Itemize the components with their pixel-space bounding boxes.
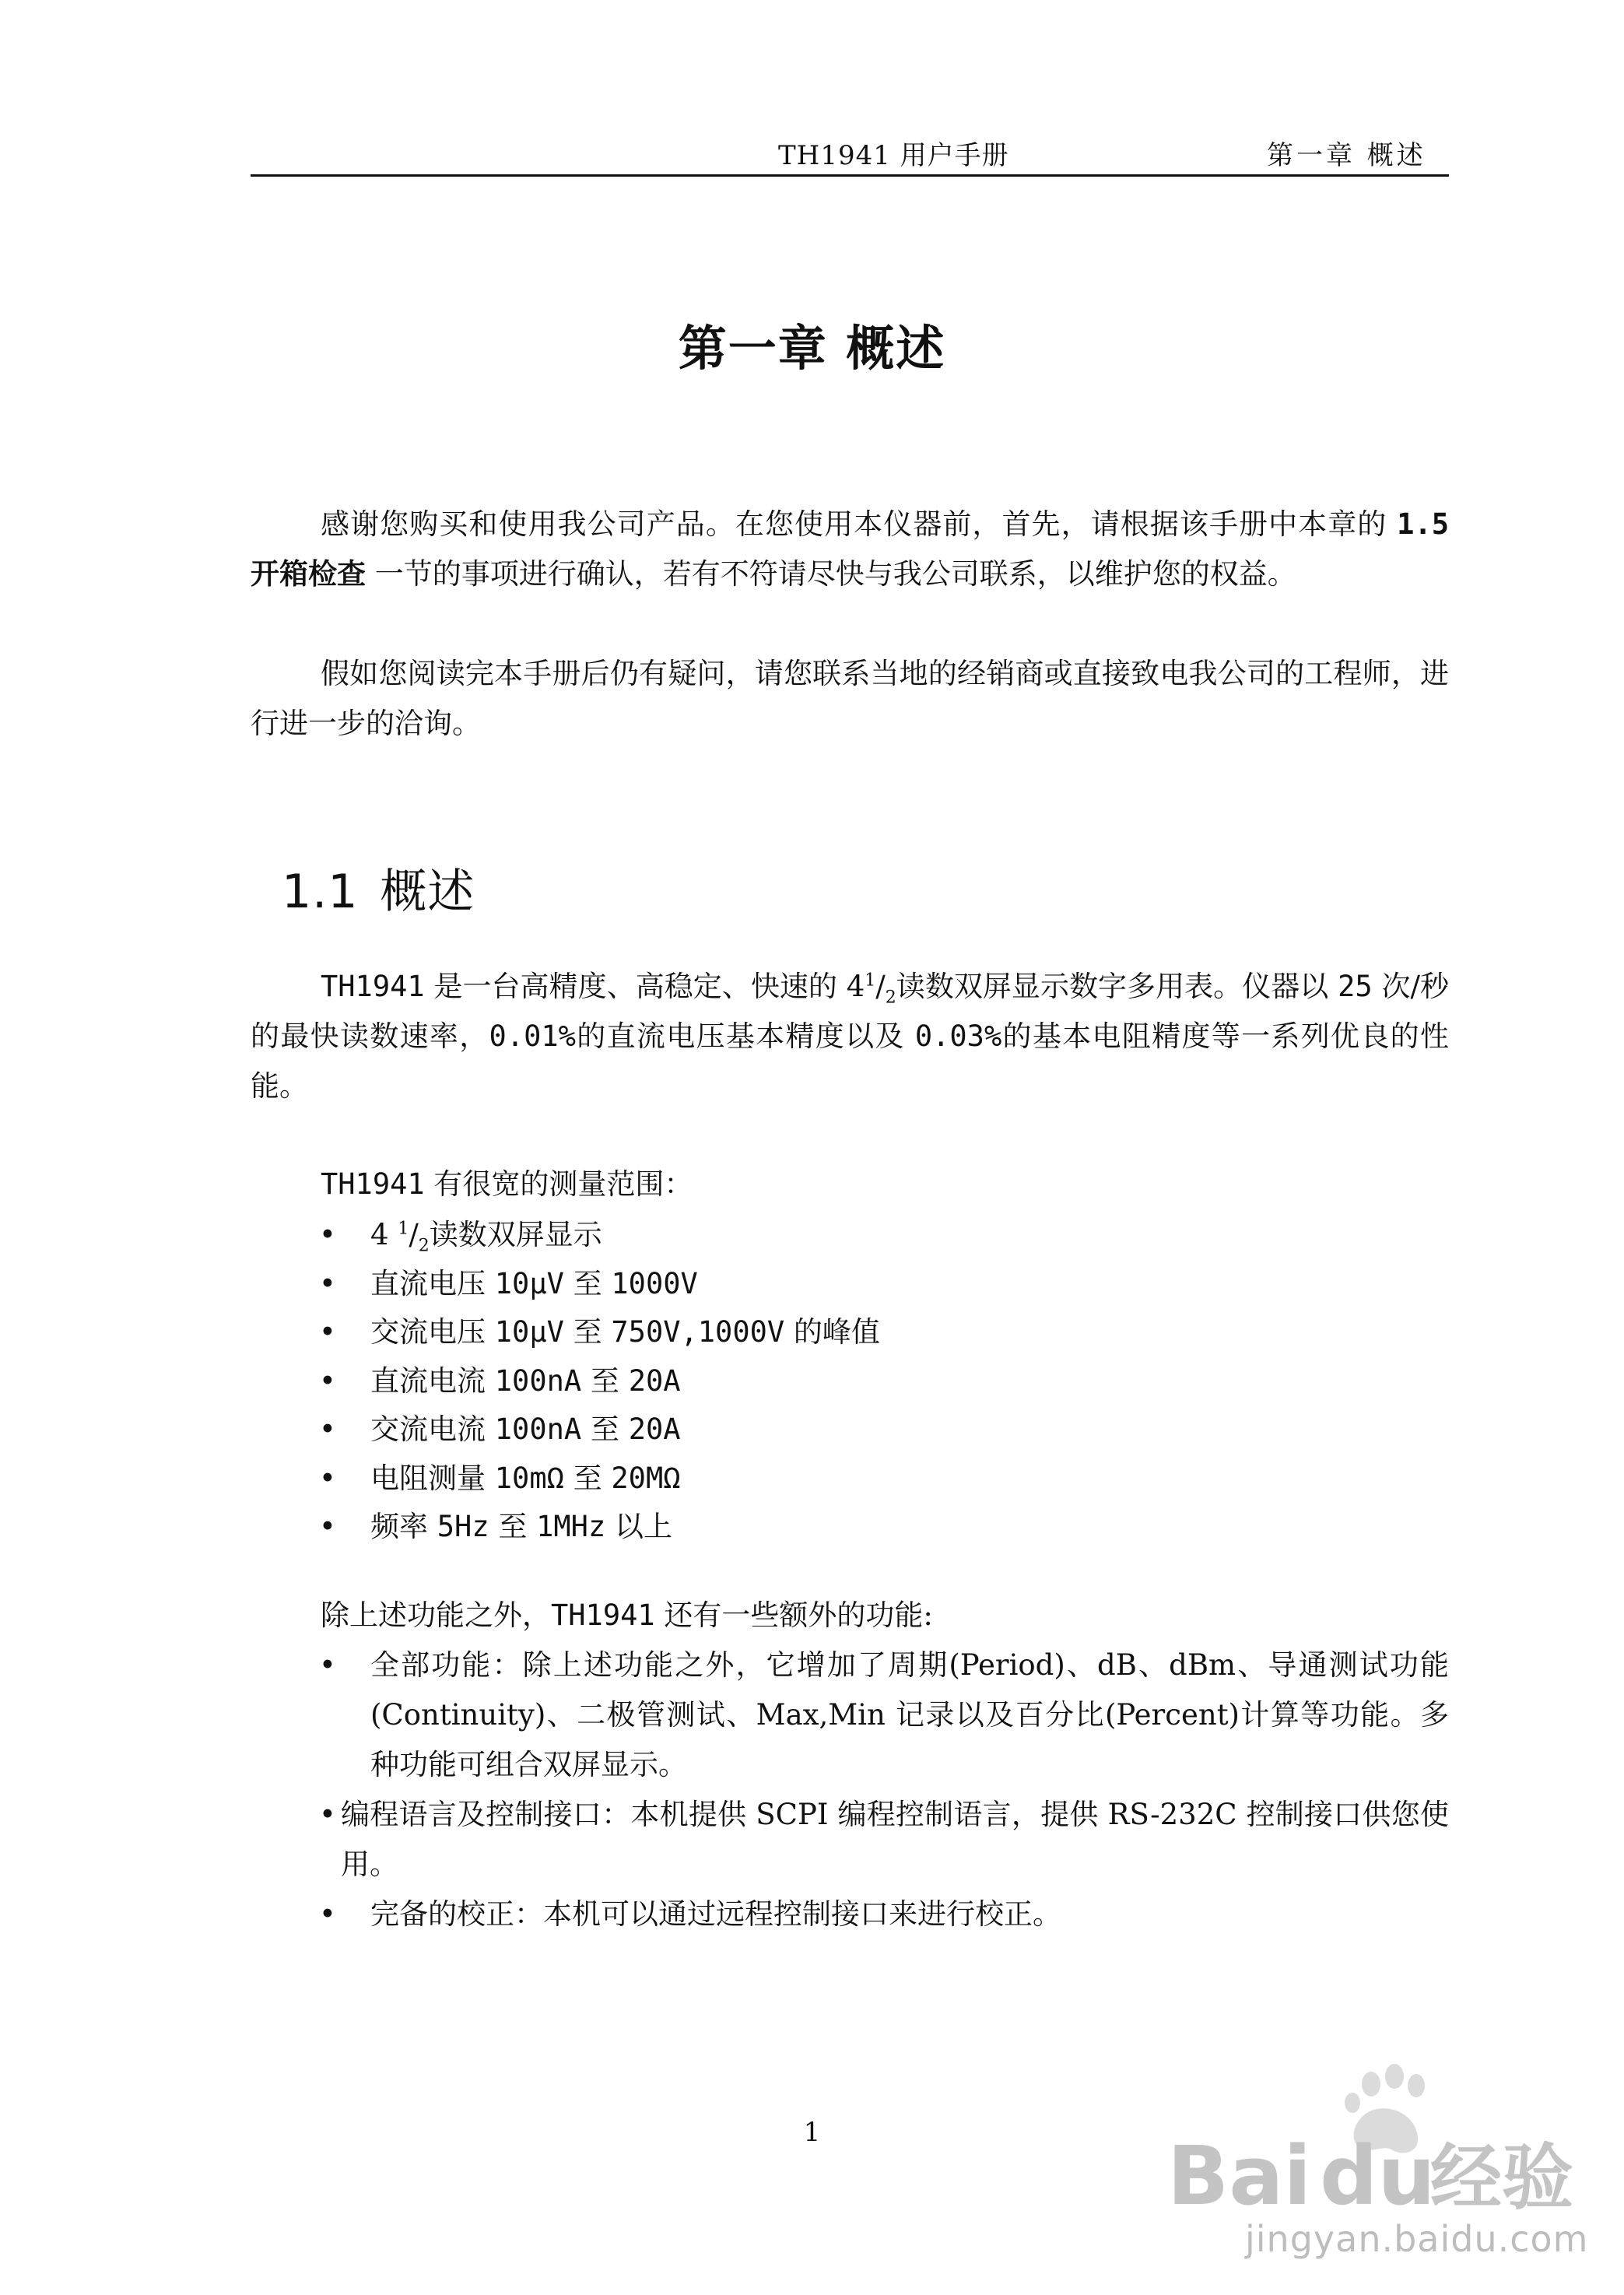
intro-paragraph-1 [251, 500, 1449, 599]
range-max: 20MΩ [611, 1461, 681, 1495]
overview-paragraph [251, 962, 1449, 1111]
extra-intro-text: 还有一些额外的功能: [654, 1598, 933, 1632]
watermark-brand-2: du [1320, 2128, 1436, 2223]
overview-text-i: 的基本电阻精度等一系列优良的性能。 [251, 1019, 1450, 1103]
model-name: TH1941 [321, 1167, 425, 1201]
item-text: 至 [581, 1412, 629, 1446]
list-item [319, 1357, 1449, 1406]
range-min: 10μV [494, 1266, 564, 1300]
item-text: 直流电流 [370, 1363, 495, 1398]
overview-text-b: 是一台高精度、高稳定、快速的 4 [424, 970, 865, 1003]
range-min: 10mΩ [494, 1461, 564, 1495]
header-chapter: 第一章 概述 [1267, 140, 1426, 171]
section-reference: 1.5 开箱检查 [251, 507, 1449, 591]
extra-features-list [319, 1641, 1449, 1939]
item-text: 交流电压 [370, 1315, 495, 1349]
fraction-denominator: 2 [885, 988, 896, 1008]
item-text: 读数双屏显示 [429, 1218, 602, 1251]
range-max: 1MHz [536, 1510, 606, 1543]
list-item [319, 1890, 1449, 1939]
list-item [319, 1790, 1449, 1890]
list-item [319, 1260, 1449, 1309]
range-min: 100nA [494, 1412, 582, 1446]
fraction-slash: / [875, 970, 886, 1003]
item-text: 频率 [370, 1510, 437, 1543]
item-text: 全部功能：除上述功能之外，它增加了周期(Period)、dB、dBm、导通测试功能(Continuity)、二极管测试、Max,Min 记录以及百分比(Percent)计算等功能。多种功能可组合双屏显示。 [370, 1648, 1449, 1781]
item-text: 至 [563, 1461, 612, 1495]
list-item [319, 1503, 1449, 1552]
item-text: 完备的校正：本机可以通过远程控制接口来进行校正。 [370, 1897, 1061, 1931]
extra-intro-text: 除上述功能之外， [321, 1598, 551, 1632]
range-intro-text: 有很宽的测量范围： [424, 1167, 693, 1201]
overview-text-g: 的直流电压基本精度以及 [575, 1019, 915, 1053]
header-divider [251, 174, 1449, 177]
item-text: 至 [563, 1266, 612, 1300]
resistance-accuracy: 0.03% [914, 1019, 1002, 1053]
item-text: 电阻测量 [370, 1461, 495, 1495]
range-intro [251, 1160, 1449, 1209]
section-number: 1.1 [282, 865, 359, 919]
bullet-icon: • [319, 1315, 336, 1349]
item-text: 至 [489, 1510, 537, 1543]
chapter-title: 第一章 概述 [678, 320, 946, 377]
item-text: 至 [563, 1315, 612, 1349]
range-max: 20A [628, 1363, 681, 1398]
list-item [319, 1641, 1449, 1790]
item-text: 至 [581, 1363, 629, 1398]
watermark-brand: Bai [1167, 2128, 1312, 2223]
reading-rate: 25 [1338, 970, 1373, 1003]
range-min: 5Hz [437, 1510, 489, 1543]
dcv-accuracy: 0.01% [489, 1019, 576, 1053]
fraction-numerator: 1 [865, 970, 876, 991]
header-manual-title: TH1941 用户手册 [778, 140, 1009, 171]
item-text: 交流电流 [370, 1412, 495, 1446]
section-heading [282, 854, 475, 921]
bullet-icon: • [319, 1266, 336, 1300]
intro-text-end: 一节的事项进行确认，若有不符请尽快与我公司联系，以维护您的权益。 [366, 557, 1296, 591]
overview-text-e: 次/秒的最快读数速率， [251, 970, 1450, 1053]
bullet-icon: • [319, 1363, 336, 1398]
item-text: 的峰值 [784, 1315, 880, 1349]
intro-text-start: 感谢您购买和使用我公司产品。在您使用本仪器前，首先，请根据该手册中本章的 [321, 507, 1398, 541]
item-text: 以上 [605, 1510, 672, 1543]
bullet-icon: • [319, 1897, 336, 1931]
range-max: 1000V [611, 1266, 698, 1300]
fraction-numerator: 1 [398, 1219, 409, 1239]
bullet-icon: • [319, 1510, 336, 1543]
measurement-range-list [319, 1211, 1449, 1552]
range-min: 10μV [494, 1315, 564, 1349]
page-number: 1 [803, 2117, 821, 2148]
list-item [319, 1308, 1449, 1357]
bullet-icon: • [319, 1218, 336, 1251]
item-text: 4 [370, 1218, 398, 1251]
fraction-slash: / [409, 1218, 419, 1251]
item-text: 编程语言及控制接口：本机提供 SCPI 编程控制语言，提供 RS-232C 控制接口供您使用。 [341, 1798, 1449, 1881]
range-max: 750V,1000V [611, 1315, 785, 1349]
range-max: 20A [628, 1412, 681, 1446]
bullet-icon: • [319, 1648, 336, 1682]
range-min: 100nA [494, 1363, 582, 1398]
bullet-icon: • [319, 1461, 336, 1495]
extra-intro [251, 1591, 1449, 1641]
list-item [319, 1211, 1449, 1260]
watermark-url: jingyan.baidu.com [1245, 2218, 1589, 2260]
bullet-icon: • [319, 1412, 336, 1446]
model-name: TH1941 [321, 970, 425, 1003]
model-name: TH1941 [551, 1598, 655, 1632]
bullet-icon: • [319, 1798, 336, 1831]
list-item [319, 1405, 1449, 1455]
fraction-denominator: 2 [418, 1236, 430, 1256]
overview-text-c: 读数双屏显示数字多用表。仪器以 [896, 970, 1338, 1003]
list-item [319, 1455, 1449, 1504]
section-title: 概述 [380, 865, 475, 919]
watermark-label: 经验 [1430, 2136, 1574, 2220]
intro-paragraph-2: 假如您阅读完本手册后仍有疑问，请您联系当地的经销商或直接致电我公司的工程师，进行进一步的洽询。 [251, 657, 1449, 740]
item-text: 直流电压 [370, 1266, 495, 1300]
